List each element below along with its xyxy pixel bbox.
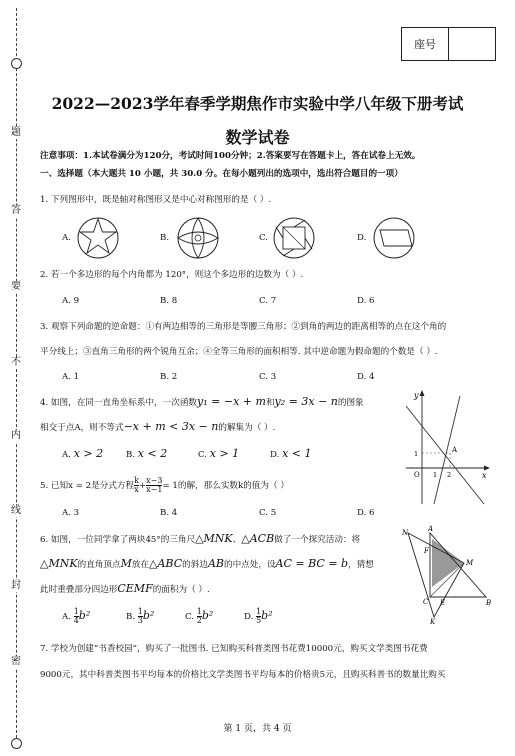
binding-circle-top [11, 58, 22, 69]
q6-option-c: C. $\frac{1}{2}$ b² [185, 607, 214, 625]
q5-numerator: x−3 [146, 476, 163, 485]
q6-triangle-acb: △ACB [241, 532, 275, 545]
q6-quad-cemf: CEMF [117, 582, 153, 595]
q5-stem [40, 477, 289, 494]
q1-figure-a-star [76, 216, 120, 260]
exam-title: 2022—2023学年春季学期焦作市实验中学八年级下册考试 [51, 94, 464, 113]
q6-text: 的斜边 [182, 560, 208, 570]
q6-option-b: B. $\frac{1}{3}$ b² [126, 607, 155, 625]
q1-figure-d-parallelogram [371, 216, 417, 260]
q6-text: 的直角顶点 [77, 560, 121, 570]
binding-char: 封 [8, 580, 24, 592]
q4-origin: O [414, 471, 420, 479]
binding-char: 密 [8, 656, 24, 668]
binding-char: 内 [8, 430, 24, 442]
q4-option-c [198, 447, 239, 460]
binding-char: 题 [8, 127, 24, 139]
q6-triangle-mnk: △MNK [40, 557, 78, 570]
q6-label-e: E [440, 599, 446, 607]
q4-coordinate-graph [400, 386, 495, 508]
q7-stem-line1: 7. 学校为创建“书香校园”，购买了一批图书. 已知购买科普类图书花费10000元，购买文学类图书花费 [40, 644, 428, 654]
q1-option-d-label: D. [357, 233, 367, 243]
q4-text: 4. 如图，在同一直角坐标系中，一次函数 [40, 398, 198, 408]
q5-option-d: D. 6 [357, 508, 375, 518]
binding-char: 不 [8, 357, 24, 369]
q4-option-label: C. [198, 450, 208, 460]
q6-option-label: B. [126, 612, 136, 622]
q2-option-c: C. 7 [259, 296, 277, 306]
q1-option-c-label: C. [259, 233, 269, 243]
q6-option-fraction: $\frac{1}{4}$ [73, 607, 79, 625]
q4-option-d [270, 447, 311, 460]
q4-option-label: D. [270, 450, 280, 460]
exam-subtitle: 数学试卷 [225, 128, 290, 147]
q5-plus: + [138, 481, 147, 491]
q4-option-value: x < 2 [137, 447, 168, 460]
q4-text: 的图象 [337, 398, 364, 408]
q4-point-a: A [452, 446, 458, 454]
q6-text: 6. 如图，一位同学拿了两块45°的三角尺 [40, 535, 196, 545]
q6-triangle-mnk: △MNK [195, 532, 233, 545]
q6-stem-line3 [40, 583, 210, 596]
q6-option-a: A. $\frac{1}{4}$ b² [62, 607, 91, 625]
q3-stem-line2: 平分线上；③直角三角形的两个锐角互余；④全等三角形的面积相等. 其中逆命题为假命题的个数是（ ）. [40, 347, 438, 357]
q4-text: 和 [265, 398, 275, 408]
q6-option-fraction: $\frac{1}{5}$ [256, 607, 262, 625]
q1-figure-b-petals [176, 216, 220, 260]
q1-option-a-label: A. [62, 233, 71, 243]
q4-option-value: x > 1 [209, 447, 240, 460]
q5-option-a: A. 3 [62, 508, 80, 518]
q6-text: 的面积为（ ）. [152, 585, 210, 595]
section-heading: 一、选择题（本大题共 10 小题，共 30.0 分。在每小题列出的选项中，选出符合题目的一项） [40, 169, 403, 179]
q1-figure-c-pinwheel [272, 216, 316, 260]
q4-axis-y: y [414, 391, 419, 400]
q5-option-b: B. 4 [160, 508, 178, 518]
q6-label-f: F [424, 547, 429, 555]
q2-option-d: D. 6 [357, 296, 375, 306]
q6-triangle-figure [398, 525, 496, 625]
q3-option-d: D. 4 [357, 372, 375, 382]
q4-eq1: y₁ = −x + m [197, 395, 266, 408]
q6-stem-line2 [40, 558, 374, 571]
q5-text: 5. 已知x = 2是分式方程 [40, 481, 135, 491]
q4-option-a [62, 447, 103, 460]
q5-denominator: x−1 [146, 485, 163, 494]
seat-number-box [401, 27, 496, 61]
q4-axis-x: x [482, 471, 487, 480]
q4-tick-x-2: 2 [447, 471, 452, 479]
q6-label-a: A [428, 525, 434, 533]
q6-text: 、 [232, 535, 242, 545]
q4-option-value: x < 1 [282, 447, 312, 460]
q6-segment-ab: AB [207, 557, 224, 570]
q6-option-fraction: $\frac{1}{2}$ [196, 607, 202, 625]
q3-option-a: A. 1 [62, 372, 80, 382]
page-footer: 第 1 页，共 4 页 [223, 724, 292, 734]
seat-label: 座号 [402, 28, 449, 60]
q7-stem-line2: 9000元，其中科普类图书平均每本的价格比文学类图书平均每本的价格贵5元，且购买科普书的数量比购买 [40, 670, 446, 680]
q6-stem-line1 [40, 533, 360, 546]
q5-numerator: k [134, 476, 139, 485]
q6-option-d: D. $\frac{1}{5}$ b² [244, 607, 273, 625]
q6-label-b: B [486, 599, 492, 607]
q6-option-label: D. [244, 612, 254, 622]
q3-option-b: B. 2 [160, 372, 178, 382]
q6-text: 此时重叠部分四边形 [40, 585, 118, 595]
q6-option-label: A. [62, 612, 71, 622]
binding-circle-bottom [11, 738, 22, 749]
q6-label-c: C [423, 598, 429, 606]
q6-equation: AC = BC = b [275, 557, 349, 570]
q4-tick-y-1: 1 [414, 450, 419, 458]
q5-option-c: C. 5 [259, 508, 277, 518]
q4-inequality: −x + m < 3x − n [123, 420, 219, 433]
binding-char: 答 [8, 205, 24, 217]
q6-label-n: N [402, 529, 409, 537]
q3-option-c: C. 3 [259, 372, 277, 382]
binding-char: 线 [8, 505, 24, 517]
q6-triangle-abc: △ABC [149, 557, 183, 570]
q6-option-fraction: $\frac{1}{3}$ [137, 607, 143, 625]
q6-text: 的中点处，设 [223, 560, 276, 570]
binding-char: 要 [8, 281, 24, 293]
q4-eq2: y₂ = 3x − n [274, 395, 338, 408]
q3-stem-line1: 3. 观察下列命题的逆命题：①有两边相等的三角形是等腰三角形；②到角的两边的距离相等的点在这个角的 [40, 322, 447, 332]
q4-stem-line1 [40, 396, 364, 409]
q2-option-a: A. 9 [62, 296, 80, 306]
q2-stem: 2. 若一个多边形的每个内角都为 120°，则这个多边形的边数为（ ）. [40, 270, 304, 280]
q6-label-m: M [466, 559, 474, 567]
q5-fraction-2 [146, 477, 162, 494]
binding-dashed-line [16, 8, 17, 748]
q5-text: = 1的解，那么实数k的值为（ ） [162, 481, 289, 491]
q4-option-label: B. [126, 450, 136, 460]
q6-text: 做了一个探究活动：将 [274, 535, 361, 545]
q4-tick-x-1: 1 [433, 471, 438, 479]
q6-text: 放在 [131, 560, 150, 570]
q4-stem-line2 [40, 421, 275, 434]
q5-denominator: x [134, 485, 139, 494]
q4-text: 的解集为（ ）. [218, 423, 276, 433]
q1-stem: 1. 下列图形中，既是轴对称图形又是中心对称图形的是（ ）. [40, 195, 272, 205]
q1-option-b-label: B. [160, 233, 170, 243]
q4-option-b [126, 447, 167, 460]
q6-option-label: C. [185, 612, 195, 622]
q6-text: ，猜想 [348, 560, 374, 570]
q6-point-m: M [120, 557, 132, 570]
q4-option-label: A. [62, 450, 71, 460]
q2-option-b: B. 8 [160, 296, 178, 306]
q6-label-k: K [430, 618, 436, 625]
q4-option-value: x > 2 [73, 447, 104, 460]
q4-text: 相交于点A，则不等式 [40, 423, 124, 433]
seat-value-cell[interactable] [449, 28, 495, 60]
notice: 注意事项：1.本试卷满分为120分，考试时间100分钟；2.答案要写在答题卡上，答在试卷上无效。 [40, 151, 421, 161]
